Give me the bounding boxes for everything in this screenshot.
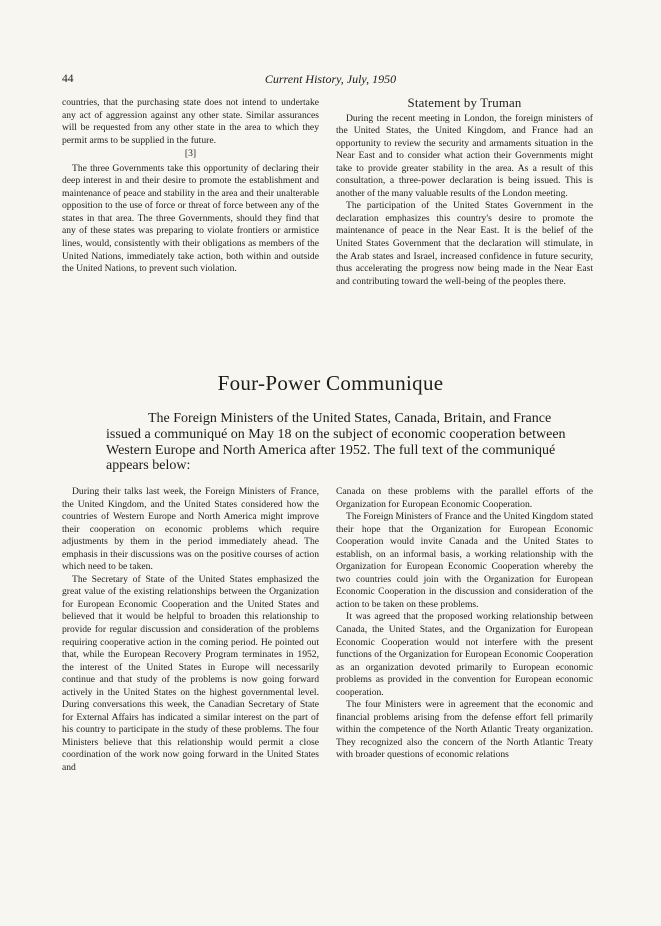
paragraph: During their talks last week, the Foreign Ministers of France, the United Kingdom, and the United States considered how the countries of Western Europe and North America might improve their cooperation on economic problems which require adjustments by them in the period immediately ahead. The emphasis in their discussions was on the positive courses of action which need to be taken. xyxy=(62,486,319,573)
communique-title: Four-Power Communique xyxy=(217,371,444,395)
paragraph: It was agreed that the proposed working relationship between Canada, the United States, and the Organization for European Economic Cooperation would not interfere with the present functions of the Organization for European Economic Cooperation as an organization devoted primarily to European economic problems as provided in the convention for European economic cooperation. xyxy=(336,611,593,698)
paragraph: During the recent meeting in London, the foreign ministers of the United States, the United Kingdom, and France had an opportunity to review the security and armaments situation in the Near East and to consider what action their Governments might take to provide greater stability in the area. As a result of this consultation, a three-power declaration is being issued. This is another of the many valuable results of the London meeting. xyxy=(336,112,593,199)
running-head: Current History, July, 1950 xyxy=(264,72,397,86)
statement-column xyxy=(336,97,593,288)
paragraph: The participation of the United States Government in the declaration emphasizes this country's desire to promote the maintenance of peace in the Near East. It is the belief of the United States Government that the declaration will stimulate, in the Arab states and Israel, increased confidence in future security, thus accelerating the progress now being made in the Near East and contributing toward the well-being of the peoples there. xyxy=(336,200,593,287)
top-left-column xyxy=(62,97,319,276)
communique-intro xyxy=(106,411,566,474)
paragraph: Canada on these problems with the parallel efforts of the Organization for European Economic Cooperation. xyxy=(336,486,593,510)
section-marker: [3] xyxy=(184,148,197,160)
bottom-left-column xyxy=(62,486,319,775)
paragraph: countries, that the purchasing state does not intend to undertake any act of aggression against any other state. Similar assurances will be requested from any other state in the area to which they permit arms to be supplied in the future. xyxy=(62,97,319,146)
paragraph: The four Ministers were in agreement that the economic and financial problems arising from the defense effort fell primarily within the competence of the North Atlantic Treaty organization. They recognized also the concern of the North Atlantic Treaty with broader questions of economic relations xyxy=(336,699,593,761)
bottom-right-column xyxy=(336,486,593,762)
paragraph: The three Governments take this opportunity of declaring their deep interest in and their desire to promote the establishment and maintenance of peace and stability in the area and their unalterable opposition to the use of force or threat of force between any of the states in that area. The three Governments, should they find that any of these states was preparing to violate frontiers or armistice lines, would, consistently with their obligations as members of the United Nations, immediately take action, both within and outside the United Nations, to prevent such violation. xyxy=(62,162,319,275)
paragraph: The Foreign Ministers of France and the United Kingdom stated their hope that the Organization for European Economic Cooperation would invite Canada and the United States to establish, on an informal basis, a working relationship with the Organization for European Economic Cooperation whereby the two countries could join with the Organization for European Economic Cooperation in the discussion and consideration of the action to be taken on these problems. xyxy=(336,511,593,610)
paragraph: The Secretary of State of the United States emphasized the great value of the existing relationships between the Organization for European Economic Cooperation and the United States and believed that it would be helpful to broaden this relationship to provide for regular discussion and consideration of the problems requiring cooperative action in the coming period. He pointed out that, while the European Recovery Program terminates in 1952, the interest of the United States in Europe will necessarily continue and that study of the problems is now going forward actively in the United States on the highest governmental level. During conversations this week, the Canadian Secretary of State for External Affairs has indicated a similar interest on the part of his country to participate in the study of these problems. The four Ministers believe that this relationship would permit a close coordination of the work now going forward in the United States and xyxy=(62,573,319,774)
statement-title: Statement by Truman xyxy=(407,96,522,110)
intro-paragraph: The Foreign Ministers of the United States, Canada, Britain, and France issued a communiqué on May 18 on the subject of economic cooperation between Western Europe and North America after 1952. The full text of the communiqué appears below: xyxy=(106,411,566,474)
page-number: 44 xyxy=(62,73,74,85)
